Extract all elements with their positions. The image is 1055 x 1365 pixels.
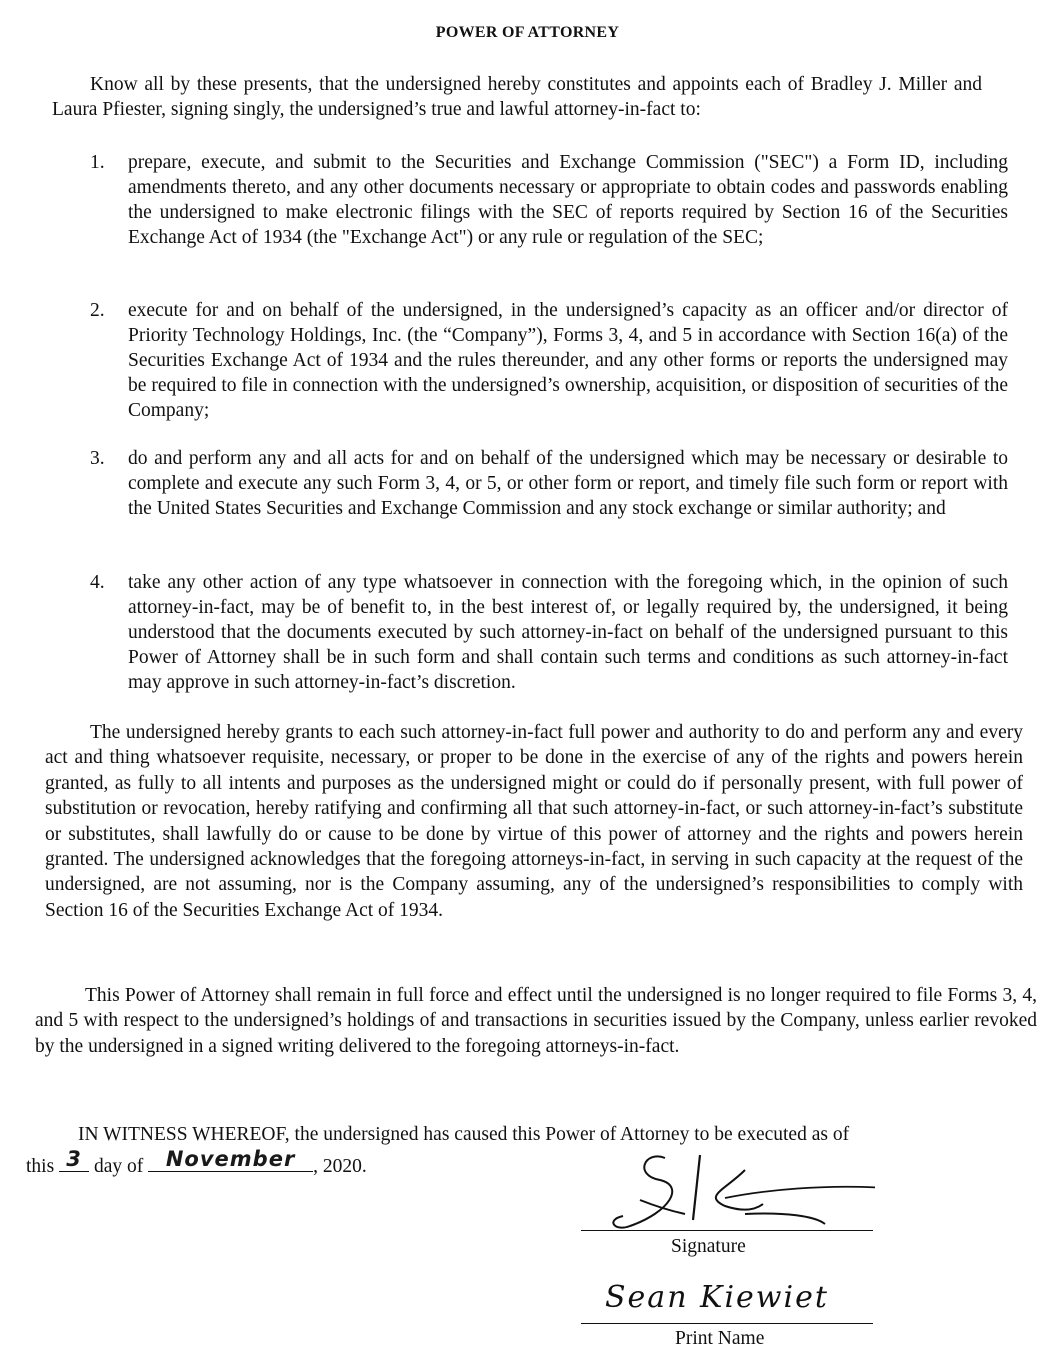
handwritten-signature [575,1140,875,1235]
list-item-text: execute for and on behalf of the undersigned, in the undersigned’s capacity as an officer and/or director of Priority Technology Holdings, Inc. (the “Company”), Forms 3, 4, and 5 in accordance with Section 16(a) of the Securities Exchange Act of 1934 and the rules thereunder, and any other forms or reports the undersigned may be required to file in connection with the undersigned’s ownership, acquisition, or disposition of securities of the Company; [128,300,1008,421]
grant-text: The undersigned hereby grants to each such attorney-in-fact full power and authority to do and perform any and every act and thing whatsoever requisite, necessary, or proper to be done in the exercise of any of the rights and powers herein granted, as fully to all intents and purposes as the undersigned might or could do if personally present, with full power of substitution or revocation, hereby ratifying and confirming all that such attorney-in-fact, or such attorney-in-fact’s substitute or substitutes, shall lawfully do or cause to be done by virtue of this power of attorney and the rights and powers herein granted. The undersigned acknowledges that the foregoing attorneys-in-fact, in serving in such capacity at the request of the undersigned, are not assuming, nor is the Company assuming, any of the undersigned’s responsibilities to comply with Section 16 of the Securities Exchange Act of 1934. [45,722,1023,921]
list-item-number: 1. [90,152,105,173]
list-item-text: prepare, execute, and submit to the Securities and Exchange Commission ("SEC") a Form ID, including amendments thereto, and any other documents necessary or appropriate to obtain codes and passwords enabling the undersigned to make electronic filings with the SEC of reports required by Section 16 of the Securities Exchange Act of 1934 (the "Exchange Act") or any rule or regulation of the SEC; [128,152,1008,248]
list-item-number: 3. [90,448,105,469]
witness-day-of: day of [93,1156,144,1177]
witness-line-1: IN WITNESS WHEREOF, the undersigned has caused this Power of Attorney to be executed as of [78,1124,850,1145]
list-item-text: take any other action of any type whatsoever in connection with the foregoing which, in the opinion of such attorney-in-fact, may be of benefit to, in the best interest of, or legally required by, the undersigned, it being understood that the documents executed by such attorney-in-fact on behalf of the undersigned pursuant to this Power of Attorney shall be in such form and shall contain such terms and conditions as such attorney-in-fact may approve in such attorney-in-fact’s discretion. [128,572,1008,693]
document-title: POWER OF ATTORNEY [435,24,620,41]
list-item-number: 2. [90,300,105,321]
grant-paragraph [45,720,1023,923]
witness-line-2 [26,1149,1051,1181]
day-field [59,1149,89,1172]
month-field [148,1149,313,1172]
witness-this: this [26,1156,55,1177]
print-name-line [581,1323,873,1324]
intro-text: Know all by these presents, that the undersigned hereby constitutes and appoints each of Bradley J. Miller and Laura Pfiester, signing singly, the undersigned’s true and lawful attorney-in-fact to: [52,74,982,121]
list-item-text: do and perform any and all acts for and on behalf of the undersigned which may be necessary or desirable to complete and execute any such Form 3, 4, or 5, or other form or report, and timely file such form or report with the United States Securities and Exchange Commission and any stock exchange or similar authority; and [128,448,1008,519]
list-item-number: 4. [90,572,105,593]
month-value: November [165,1147,296,1171]
signature-block [575,1140,875,1360]
signature-label: Signature [671,1236,746,1257]
signature-line [581,1230,873,1231]
day-value: 3 [66,1147,82,1171]
witness-year: , 2020. [313,1156,367,1177]
duration-paragraph [35,983,1037,1059]
witness-clause [26,1120,1051,1181]
intro-paragraph [52,72,982,123]
handwritten-printed-name: Sean Kiewiet [605,1280,829,1315]
print-name-label: Print Name [675,1328,765,1349]
duration-text: This Power of Attorney shall remain in full force and effect until the undersigned is no longer required to file Forms 3, 4, and 5 with respect to the undersigned’s holdings of and transactions in securities issued by the Company, unless earlier revoked by the undersigned in a signed writing delivered to the foregoing attorneys-in-fact. [35,985,1037,1057]
